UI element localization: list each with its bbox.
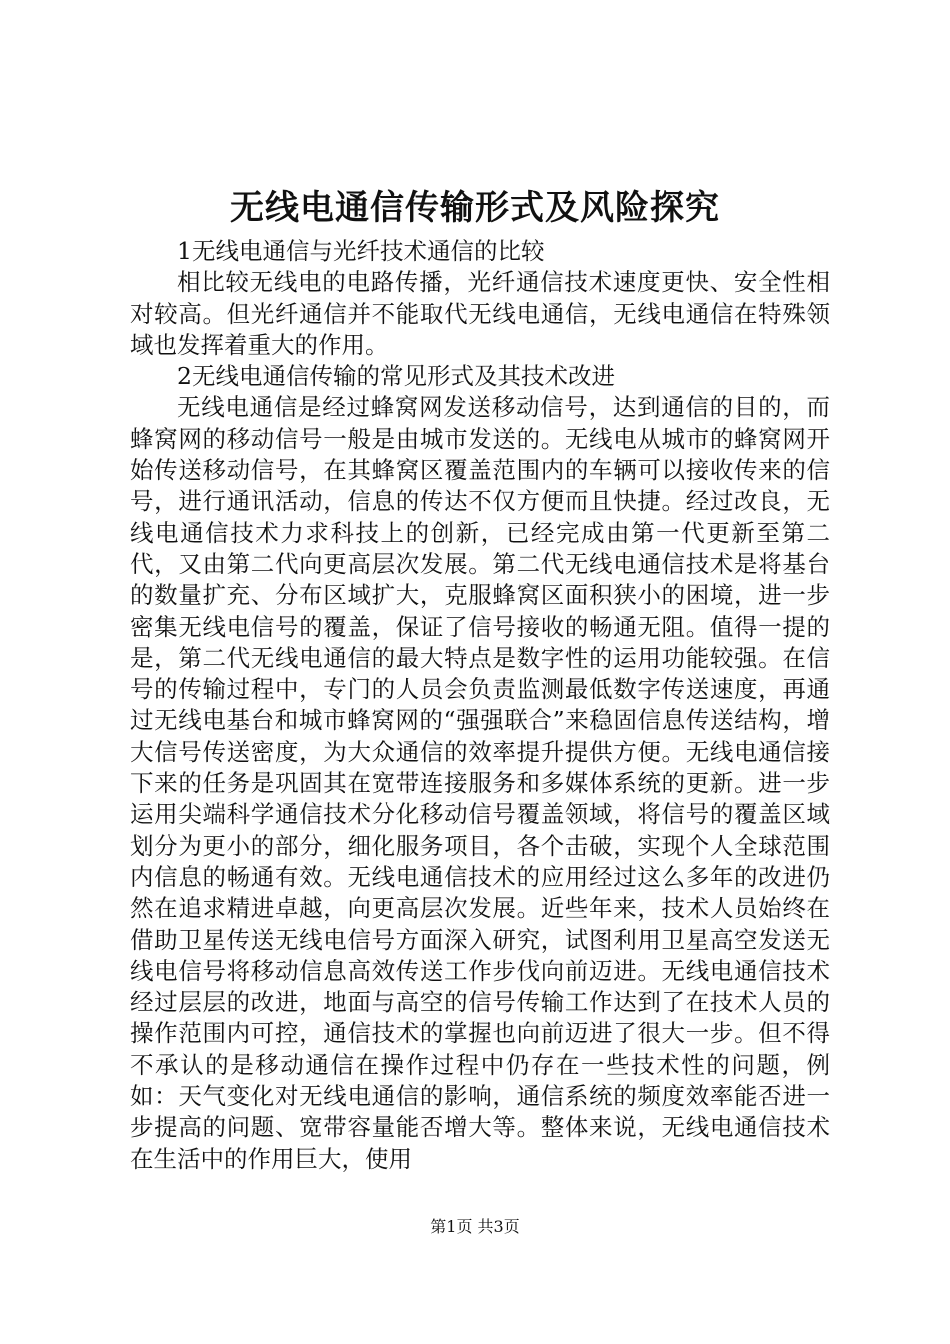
section-paragraph-1: 相比较无线电的电路传播，光纤通信技术速度更快、安全性相对较高。但光纤通信并不能取代无线电通信，无线电通信在特殊领域也发挥着重大的作用。 — [130, 268, 830, 359]
page-footer: 第1页 共3页 — [430, 1217, 520, 1236]
section-heading-2: 2无线电通信传输的常见形式及其技术改进 — [177, 362, 615, 391]
document-body — [130, 236, 830, 1175]
document-title: 无线电通信传输形式及风险探究 — [230, 188, 720, 228]
section-paragraph-2: 无线电通信是经过蜂窝网发送移动信号，达到通信的目的，而蜂窝网的移动信号一般是由城市发送的。无线电从城市的蜂窝网开始传送移动信号，在其蜂窝区覆盖范围内的车辆可以接收传来的信号，进行通讯活动，信息的传达不仅方便而且快捷。经过改良，无线电通信技术力求科技上的创新，已经完成由第一代更新至第二代，又由第二代向更高层次发展。第二代无线电通信技术是将基台的数量扩充、分布区域扩大，克服蜂窝区面积狭小的困境，进一步密集无线电信号的覆盖，保证了信号接收的畅通无阻。值得一提的是，第二代无线电通信的最大特点是数字性的运用功能较强。在信号的传输过程中，专门的人员会负责监测最低数字传送速度，再通过无线电基台和城市蜂窝网的“强强联合”来稳固信息传送结构，增大信号传送密度，为大众通信的效率提升提供方便。无线电通信接下来的任务是巩固其在宽带连接服务和多媒体系统的更新。进一步运用尖端科学通信技术分化移动信号覆盖领域，将信号的覆盖区域划分为更小的部分，细化服务项目，各个击破，实现个人全球范围内信息的畅通有效。无线电通信技术的应用经过这么多年的改进仍然在追求精进卓越，向更高层次发展。近些年来，技术人员始终在借助卫星传送无线电信号方面深入研究，试图利用卫星高空发送无线电信号将移动信息高效传送工作步伐向前迈进。无线电通信技术经过层层的改进，地面与高空的信号传输工作达到了在技术人员的操作范围内可控，通信技术的掌握也向前迈进了很大一步。但不得不承认的是移动通信在操作过程中仍存在一些技术性的问题，例如：天气变化对无线电通信的影响，通信系统的频度效率能否进一步提高的问题、宽带容量能否增大等。整体来说，无线电通信技术在生活中的作用巨大，使用 — [130, 393, 830, 1173]
section-heading-1: 1无线电通信与光纤技术通信的比较 — [177, 237, 545, 265]
